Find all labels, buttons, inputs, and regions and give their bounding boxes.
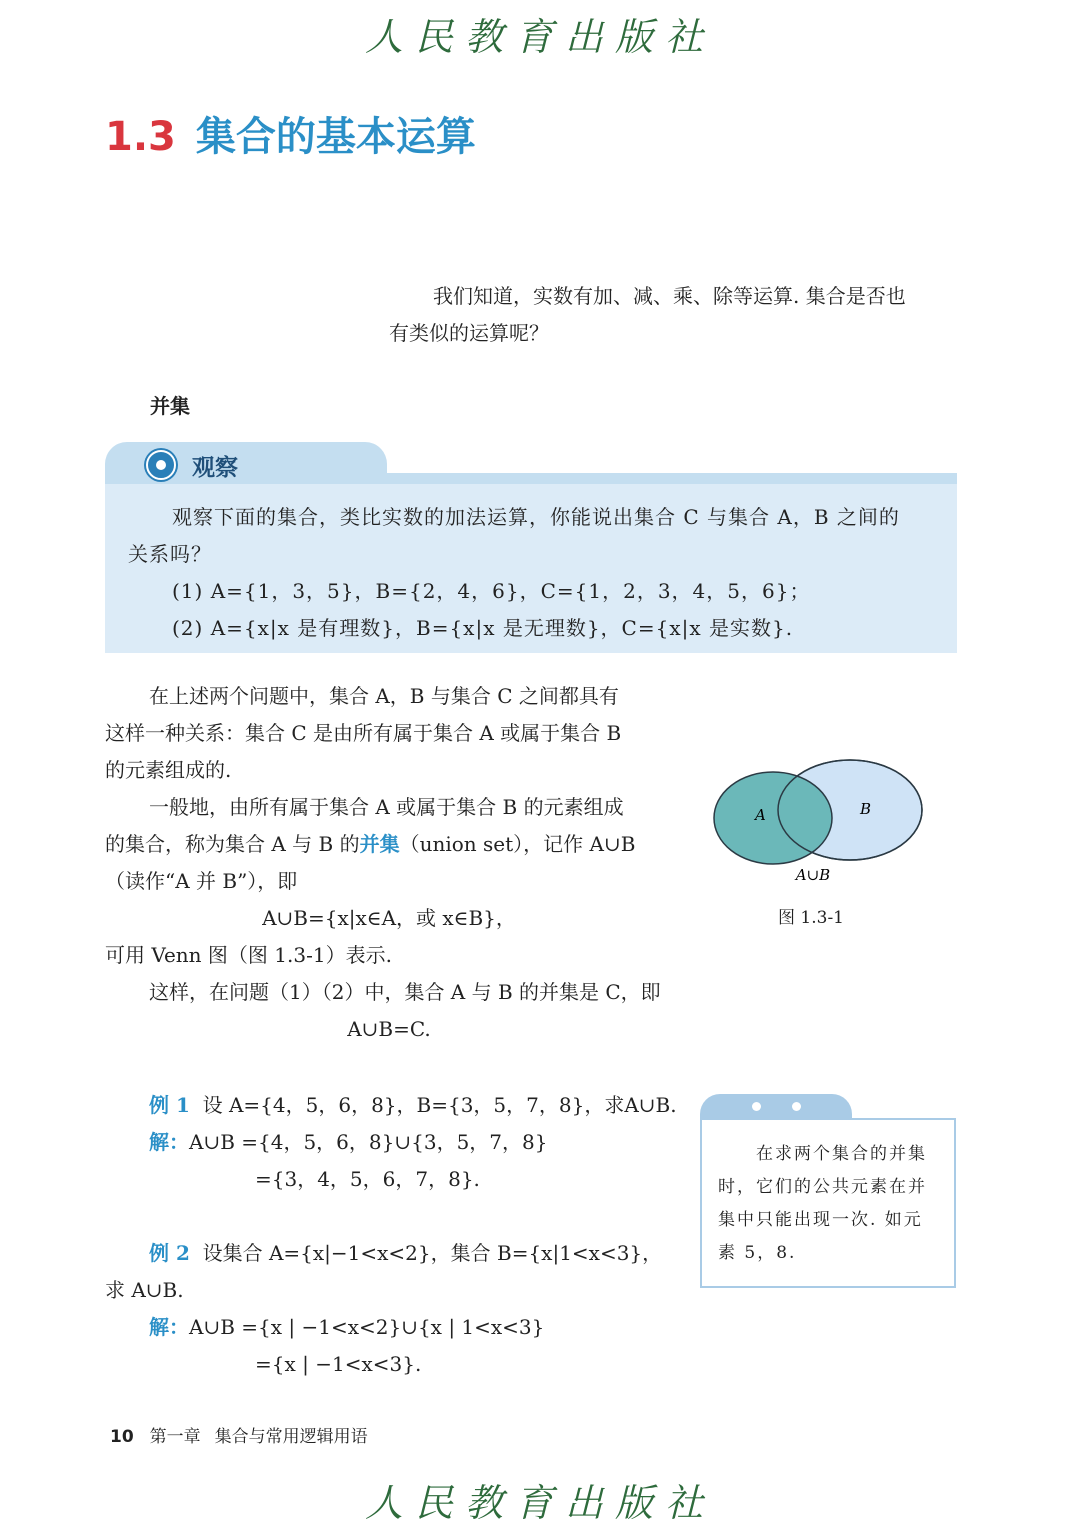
body-text-span: （union set），记作 A∪B <box>399 832 636 856</box>
chapter-label: 第一章 <box>149 1427 201 1447</box>
body-line: 这样，在问题（1）（2）中，集合 A 与 B 的并集是 C，即 <box>149 980 661 1004</box>
body-line: 一般地，由所有属于集合 A 或属于集合 B 的元素组成 <box>149 795 624 819</box>
body-line: 的元素组成的. <box>105 758 232 782</box>
example-1-solution <box>105 1124 680 1161</box>
observe-prompt-cont: 关系吗？ <box>128 542 212 566</box>
union-formula: A∪B={x|x∈A，或 x∈B}， <box>262 906 516 930</box>
subheading: 并集 <box>150 394 190 418</box>
section-number: 1.3 <box>105 114 176 160</box>
body-line: 在上述两个问题中，集合 A，B 与集合 C 之间都具有 <box>149 684 619 708</box>
note-dot <box>752 1102 761 1111</box>
example-2-text: 设集合 A={x|−1<x<2}，集合 B={x|1<x<3}， <box>202 1241 663 1265</box>
observe-label: 观察 <box>192 455 238 481</box>
intro-line: 有类似的运算呢？ <box>389 321 549 345</box>
page-footer <box>110 1422 382 1447</box>
target-icon <box>146 450 176 480</box>
solution-line: A∪B ={x | −1<x<2}∪{x | 1<x<3} <box>189 1315 545 1339</box>
body-line: 可用 Venn 图（图 1.3-1）表示. <box>105 943 392 967</box>
section-title-text: 集合的基本运算 <box>195 114 476 160</box>
note-text <box>718 1138 940 1270</box>
example-2-label: 例 2 <box>149 1241 190 1265</box>
venn-diagram <box>700 750 940 890</box>
figure-caption: 图 1.3-1 <box>778 908 844 928</box>
body-line <box>105 826 673 863</box>
observe-prompt: 观察下面的集合，类比实数的加法运算，你能说出集合 C 与集合 A，B 之间的 <box>172 505 900 529</box>
publisher-header: 人民教育出版社 <box>364 15 715 59</box>
solution-label: 解： <box>149 1315 189 1339</box>
section-title <box>105 105 476 162</box>
solution-label: 解： <box>149 1130 189 1154</box>
note-dot <box>792 1102 801 1111</box>
note-line: 素 5，8. <box>718 1243 797 1263</box>
note-line: 集中只能出现一次. 如元 <box>718 1210 923 1230</box>
venn-label-a: A <box>755 806 766 824</box>
intro-line: 我们知道，实数有加、减、乘、除等运算. 集合是否也 <box>433 284 906 308</box>
example-2-solution <box>105 1309 680 1346</box>
example-2-question-cont: 求 A∪B. <box>105 1278 184 1302</box>
body-line: （读作“A 并 B”），即 <box>105 869 298 893</box>
body-line: 这样一种关系：集合 C 是由所有属于集合 A 或属于集合 B <box>105 721 622 745</box>
union-set-term: 并集 <box>359 832 400 856</box>
page-number: 10 <box>110 1427 134 1447</box>
example-2-question <box>105 1235 680 1272</box>
solution-line: ={3，4，5，6，7，8}. <box>255 1167 480 1191</box>
observe-content <box>128 499 940 647</box>
venn-union-label: A∪B <box>795 866 831 884</box>
body-text-span: 的集合，称为集合 A 与 B 的 <box>105 832 360 856</box>
spacer <box>105 1198 680 1235</box>
chapter-title: 集合与常用逻辑用语 <box>214 1427 368 1447</box>
example-1-question <box>105 1087 680 1124</box>
examples <box>105 1087 680 1383</box>
observe-item-2: (2) A={x|x 是有理数}，B={x|x 是无理数}，C={x|x 是实数}. <box>172 616 794 640</box>
venn-label-b: B <box>860 800 872 818</box>
observe-item-1: (1) A={1，3，5}，B={2，4，6}，C={1，2，3，4，5，6}； <box>172 579 811 603</box>
union-result: A∪B=C. <box>347 1017 431 1041</box>
solution-line: A∪B ={4，5，6，8}∪{3，5，7，8} <box>189 1130 548 1154</box>
body-text <box>105 678 673 1048</box>
note-tab <box>700 1094 852 1120</box>
note-line: 时，它们的公共元素在并 <box>718 1177 927 1197</box>
solution-line: ={x | −1<x<3}. <box>255 1352 422 1376</box>
example-1-label: 例 1 <box>149 1093 190 1117</box>
publisher-footer: 人民教育出版社 <box>364 1481 715 1525</box>
example-1-text: 设 A={4，5，6，8}，B={3，5，7，8}，求A∪B. <box>202 1093 677 1117</box>
note-line: 在求两个集合的并集 <box>756 1144 927 1164</box>
venn-set-a <box>714 772 832 864</box>
intro-paragraph <box>389 278 959 352</box>
